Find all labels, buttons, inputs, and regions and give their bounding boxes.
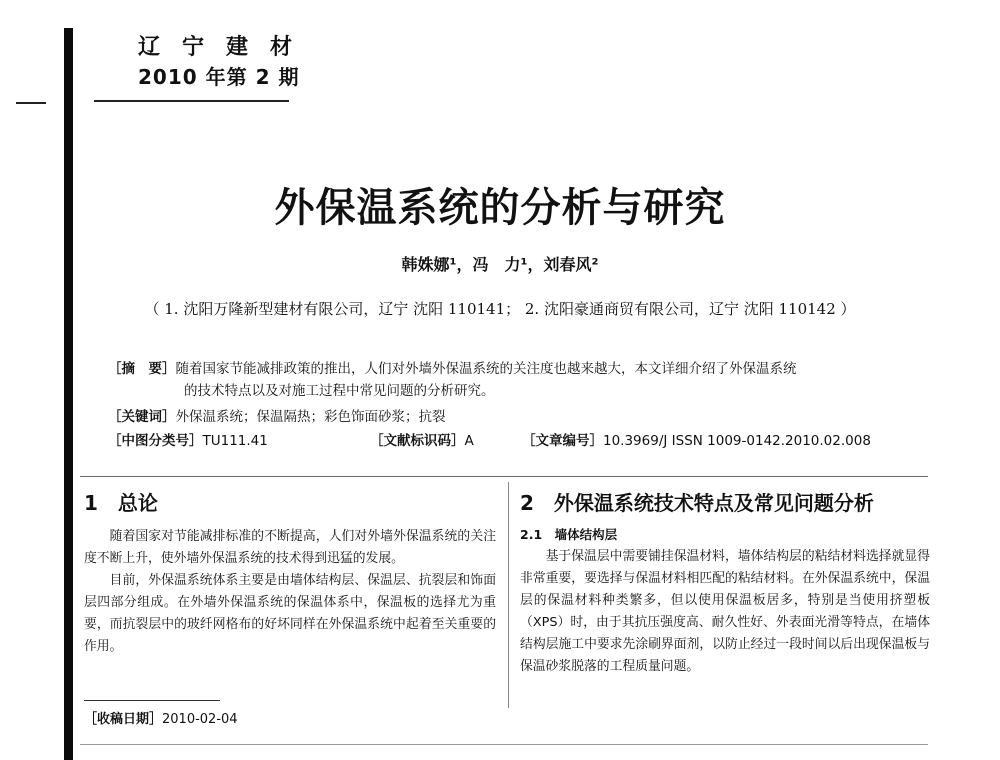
bottom-rule xyxy=(80,744,928,745)
keywords-block xyxy=(108,406,928,428)
received-value: 2010-02-04 xyxy=(162,712,238,727)
body-top-rule xyxy=(80,476,928,477)
article-affiliations: （ 1. 沈阳万隆新型建材有限公司，辽宁 沈阳 110141； 2. 沈阳豪通商贸有限公司，辽宁 沈阳 110142 ） xyxy=(144,300,856,318)
journal-issue: 2010 年第 2 期 xyxy=(138,65,300,89)
keywords-text: 外保温系统；保温隔热；彩色饰面砂浆；抗裂 xyxy=(175,409,446,425)
article-no-value: 10.3969/J ISSN 1009-0142.2010.02.008 xyxy=(603,433,871,449)
clc-cell xyxy=(108,430,370,452)
left-column xyxy=(84,488,496,658)
article-authors: 韩姝娜¹，冯 力¹，刘春风² xyxy=(401,255,599,274)
section-1-paragraph-1: 随着国家对节能减排标准的不断提高，人们对外墙外保温系统的关注度不断上升，使外墙外保温系统的技术得到迅猛的发展。 xyxy=(84,529,496,566)
article-no-tag: ［文章编号］ xyxy=(522,433,603,449)
received-date xyxy=(84,708,238,727)
page-edge-bar xyxy=(64,28,73,760)
journal-header xyxy=(138,34,314,92)
clc-tag: ［中图分类号］ xyxy=(108,433,203,449)
section-1-paragraph-2: 目前，外保温系统体系主要是由墙体结构层、保温层、抗裂层和饰面层四部分组成。在外墙外保温系统的保温体系中，保温板的选择尤为重要，而抗裂层中的玻纤网格布的好坏同样在外保温系统中起着至关重要的作用。 xyxy=(84,573,496,654)
abstract-block xyxy=(108,358,928,402)
doc-code-value: A xyxy=(464,433,474,449)
header-rule xyxy=(94,100,289,102)
abstract-text-2: 的技术特点以及对施工过程中常见问题的分析研究。 xyxy=(184,383,495,399)
scan-margin-mark xyxy=(16,102,46,104)
article-no-cell xyxy=(522,430,871,452)
abstract-line-1 xyxy=(108,358,928,380)
column-divider xyxy=(508,482,509,708)
abstract-tag: ［摘 要］ xyxy=(108,361,176,377)
clc-value: TU111.41 xyxy=(202,433,268,449)
doc-code-tag: ［文献标识码］ xyxy=(370,433,465,449)
received-tag: ［收稿日期］ xyxy=(84,712,163,727)
doc-code-cell xyxy=(370,430,522,452)
section-2-1-paragraph: 基于保温层中需要铺挂保温材料，墙体结构层的粘结材料选择就显得非常重要，要选择与保温材料相匹配的粘结材料。在外保温系统中，保温层的保温材料种类繁多，但以使用保温板居多，特别是当使用挤塑板（XPS）时，由于其抗压强度高、耐久性好、外表面光滑等特点，在墙体结构层施工中要求先涂刷界面剂，以防止经过一段时间以后出现保温板与保温砂浆脱落的工程质量问题。 xyxy=(520,549,930,674)
journal-name: 辽宁建材 xyxy=(138,35,315,60)
footnote-rule xyxy=(84,700,220,701)
abstract-text-1: 随着国家节能减排政策的推出，人们对外墙外保温系统的关注度也越来越大，本文详细介绍了外保温系统 xyxy=(175,361,797,377)
section-2-1-heading: 2.1 墙体结构层 xyxy=(520,527,618,542)
classification-row xyxy=(108,430,928,452)
right-column xyxy=(520,488,930,678)
article-title: 外保温系统的分析与研究 xyxy=(274,184,726,231)
keywords-tag: ［关键词］ xyxy=(108,409,176,425)
section-1-heading: 1 总论 xyxy=(84,491,158,515)
section-2-heading: 2 外保温系统技术特点及常见问题分析 xyxy=(520,491,874,515)
